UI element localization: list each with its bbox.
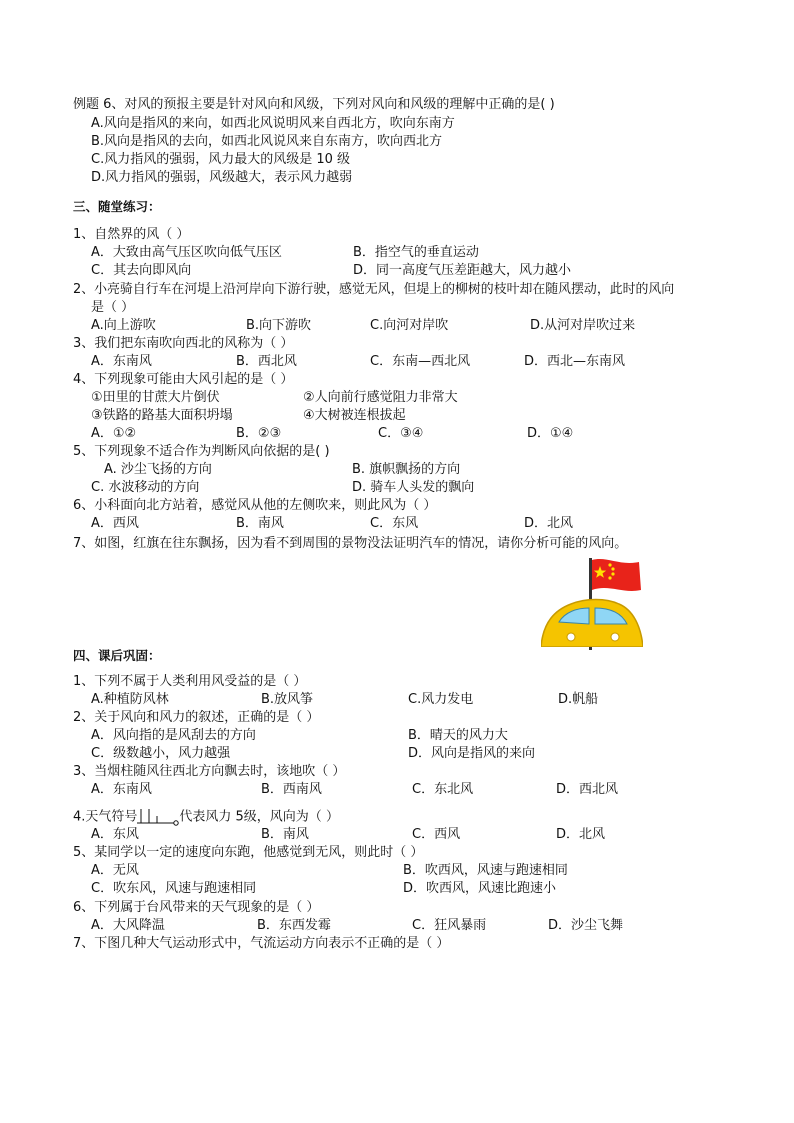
s3-q4-statement-2: ②人向前行感觉阻力非常大: [303, 390, 458, 405]
car-body: [541, 600, 643, 648]
flag-small-star-3: [611, 572, 614, 575]
section-3-heading: 三、随堂练习：: [73, 199, 161, 214]
s4-q4-stem-pre: 4.天气符号: [73, 809, 138, 825]
s3-q1-option-a: A．大致由高气压区吹向低气压区: [91, 245, 282, 260]
s3-q4-stem: 4、下列现象可能由大风引起的是（ ）: [73, 372, 294, 387]
s4-q6-option-b: B．东西发霉: [257, 918, 331, 933]
s4-q6-stem: 6、下列属于台风带来的天气现象的是（ ）: [73, 900, 320, 915]
s3-q6-option-c: C．东风: [370, 516, 419, 531]
s4-q1-stem: 1、下列不属于人类利用风受益的是（ ）: [73, 674, 307, 689]
example-6-option-a: A.风向是指风的来向，如西北风说明风来自西北方，吹向东南方: [91, 116, 455, 131]
s3-q1-stem: 1、自然界的风（ ）: [73, 227, 190, 242]
s4-q1-option-d: D.帆船: [558, 692, 599, 707]
s4-q2-option-b: B．晴天的风力大: [408, 728, 508, 743]
s4-q4-option-d: D．北风: [556, 827, 606, 842]
s4-q2-option-c: C．级数越小，风力越强: [91, 746, 231, 761]
s4-q1-option-c: C.风力发电: [408, 692, 474, 707]
s3-q3-option-b: B．西北风: [236, 354, 297, 369]
s3-q3-stem: 3、我们把东南吹向西北的风称为（ ）: [73, 336, 294, 351]
wind-symbol-icon: [137, 808, 179, 826]
s3-q2-option-c: C.向河对岸吹: [370, 318, 449, 333]
s3-q1-option-d: D．同一高度气压差距越大，风力越小: [353, 263, 572, 278]
s3-q5-option-b: B. 旗帜飘扬的方向: [352, 462, 461, 477]
s3-q4-statement-3: ③铁路的路基大面积坍塌: [91, 408, 233, 423]
s3-q1-option-c: C．其去向即风向: [91, 263, 192, 278]
s4-q4-stem-post: 代表风力 5级，风向为（ ）: [179, 809, 339, 825]
s4-q4-stem: [73, 808, 339, 826]
s4-q5-option-a: A．无风: [91, 863, 139, 878]
s3-q7-stem: 7、如图，红旗在往东飘扬，因为看不到周围的景物没法证明汽车的情况，请你分析可能的风向。: [73, 536, 628, 551]
s4-q7-stem: 7、下图几种大气运动形式中，气流运动方向表示不正确的是（ ）: [73, 936, 450, 951]
example-6-stem: 例题 6、对风的预报主要是针对风向和风级，下列对风向和风级的理解中正确的是( ): [73, 97, 555, 112]
s4-q2-stem: 2、关于风向和风力的叙述，正确的是（ ）: [73, 710, 320, 725]
s3-q4-option-a: A．①②: [91, 426, 137, 441]
s4-q1-option-a: A.种植防风林: [91, 692, 169, 707]
s3-q2-stem-cont: 是（ ）: [91, 300, 135, 315]
s4-q3-option-d: D．西北风: [556, 782, 619, 797]
s4-q5-option-b: B．吹西风，风速与跑速相同: [403, 863, 568, 878]
s4-q2-option-d: D．风向是指风的来向: [408, 746, 536, 761]
s4-q3-option-b: B．西南风: [261, 782, 322, 797]
s4-q5-option-d: D．吹西风，风速比跑速小: [403, 881, 557, 896]
s3-q4-option-c: C．③④: [378, 426, 424, 441]
yellow-car-illustration: [541, 592, 643, 647]
s4-q3-stem: 3、当烟柱随风往西北方向飘去时，该地吹（ ）: [73, 764, 346, 779]
s3-q2-option-d: D.从河对岸吹过来: [530, 318, 636, 333]
section-4-heading: 四、课后巩固：: [73, 648, 161, 663]
car-headlight-left: [567, 633, 575, 641]
example-6-option-b: B.风向是指风的去向，如西北风说风来自东南方，吹向西北方: [91, 134, 443, 149]
s3-q4-option-d: D．①④: [527, 426, 574, 441]
s3-q3-option-d: D．西北—东南风: [524, 354, 626, 369]
s3-q2-stem: 2、小亮骑自行车在河堤上沿河岸向下游行驶，感觉无风，但堤上的柳树的枝叶却在随风摆动，此时的风向: [73, 282, 675, 297]
s4-q3-option-a: A．东南风: [91, 782, 152, 797]
s3-q3-option-a: A．东南风: [91, 354, 152, 369]
s4-q3-option-c: C．东北风: [412, 782, 474, 797]
flag-small-star-1: [608, 563, 611, 566]
s3-q6-stem: 6、小科面向北方站着，感觉风从他的左侧吹来，则此风为（ ）: [73, 498, 437, 513]
s4-q5-stem: 5、某同学以一定的速度向东跑，他感觉到无风，则此时（ ）: [73, 845, 424, 860]
flag-small-star-2: [611, 567, 614, 570]
flag-small-star-4: [608, 576, 611, 579]
car-headlight-right: [611, 633, 619, 641]
s3-q5-option-a: A. 沙尘飞扬的方向: [104, 462, 212, 477]
example-6-option-c: C.风力指风的强弱，风力最大的风级是 10 级: [91, 152, 351, 167]
s3-q6-option-d: D．北风: [524, 516, 574, 531]
s4-q4-option-b: B．南风: [261, 827, 309, 842]
s3-q1-option-b: B．指空气的垂直运动: [353, 245, 479, 260]
s3-q4-option-b: B．②③: [236, 426, 282, 441]
s3-q4-statement-1: ①田里的甘蔗大片倒伏: [91, 390, 220, 405]
s3-q6-option-a: A．西风: [91, 516, 139, 531]
s3-q4-statement-4: ④大树被连根拔起: [303, 408, 406, 423]
s4-q4-option-a: A．东风: [91, 827, 139, 842]
example-6-option-d: D.风力指风的强弱，风级越大，表示风力越弱: [91, 170, 353, 185]
s3-q5-option-d: D. 骑车人头发的飘向: [352, 480, 475, 495]
s3-q5-option-c: C. 水波移动的方向: [91, 480, 200, 495]
s4-q2-option-a: A．风向指的是风刮去的方向: [91, 728, 256, 743]
s4-q6-option-d: D．沙尘飞舞: [548, 918, 624, 933]
s4-q5-option-c: C．吹东风，风速与跑速相同: [91, 881, 257, 896]
s4-q1-option-b: B.放风筝: [261, 692, 314, 707]
s3-q2-option-b: B.向下游吹: [246, 318, 312, 333]
s3-q5-stem: 5、下列现象不适合作为判断风向依据的是( ): [73, 444, 330, 459]
s3-q2-option-a: A.向上游吹: [91, 318, 156, 333]
s3-q3-option-c: C．东南—西北风: [370, 354, 471, 369]
s4-q6-option-c: C．狂风暴雨: [412, 918, 487, 933]
s3-q6-option-b: B．南风: [236, 516, 284, 531]
s4-q6-option-a: A．大风降温: [91, 918, 165, 933]
s4-q4-option-c: C．西风: [412, 827, 461, 842]
